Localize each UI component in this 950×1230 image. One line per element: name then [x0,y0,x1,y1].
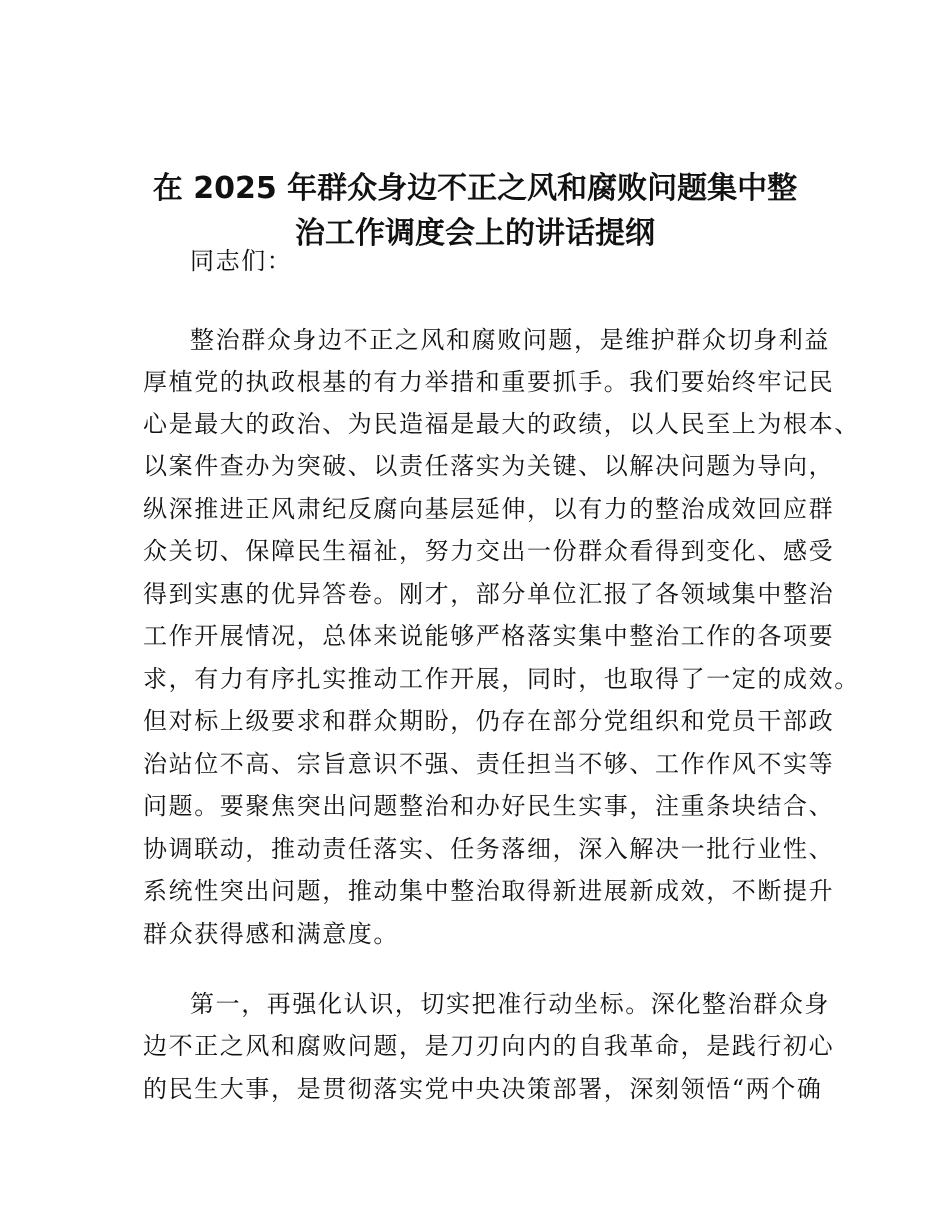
paragraph1-line-1: 整治群众身边不正之风和腐败问题，是维护群众切身利益 [190,326,830,354]
paragraph1-line-9: 求，有力有序扎实推动工作开展，同时，也取得了一定的成效。 [143,665,860,693]
paragraph1-line-3: 心是最大的政治、为民造福是最大的政绩，以人民至上为根本、 [143,410,860,438]
paragraph1-line-7: 得到实惠的优异答卷。刚才，部分单位汇报了各领域集中整治 [143,580,835,608]
paragraph1-line-14: 系统性突出问题，推动集中整治取得新进展新成效，不断提升 [143,877,835,905]
paragraph1-line-2: 厚植党的执政根基的有力举措和重要抓手。我们要始终牢记民 [143,368,835,396]
paragraph1-line-4: 以案件查办为突破、以责任落实为关键、以解决问题为导向， [143,452,835,480]
paragraph2-line-2: 边不正之风和腐败问题，是刀刃向内的自我革命，是践行初心 [143,1032,835,1060]
document-title [120,166,830,256]
greeting: 同志们： [190,247,293,275]
paragraph1-line-5: 纵深推进正风肃纪反腐向基层延伸，以有力的整治成效回应群 [143,495,835,523]
paragraph1-line-6: 众关切、保障民生福祉，努力交出一份群众看得到变化、感受 [143,537,835,565]
paragraph2-line-3: 的民生大事，是贯彻落实党中央决策部署，深刻领悟“两个确 [143,1075,823,1103]
paragraph1-line-8: 工作开展情况，总体来说能够严格落实集中整治工作的各项要 [143,622,835,650]
paragraph1-line-15: 群众获得感和满意度。 [143,920,399,948]
paragraph1-line-13: 协调联动，推动责任落实、任务落细，深入解决一批行业性、 [143,835,835,863]
paragraph1-line-11: 治站位不高、宗旨意识不强、责任担当不够、工作作风不实等 [143,750,835,778]
title-line-1: 在 2025 年群众身边不正之风和腐败问题集中整 [152,171,798,206]
paragraph2-line-1: 第一，再强化认识，切实把准行动坐标。深化整治群众身 [190,990,830,1018]
title-line-2: 治工作调度会上的讲话提纲 [295,216,655,251]
paragraph1-line-12: 问题。要聚焦突出问题整治和办好民生实事，注重条块结合、 [143,792,835,820]
paragraph1-line-10: 但对标上级要求和群众期盼，仍存在部分党组织和党员干部政 [143,707,835,735]
